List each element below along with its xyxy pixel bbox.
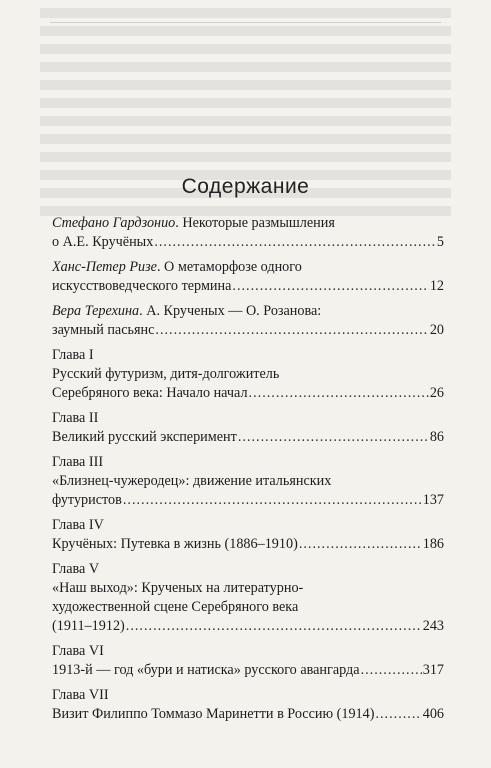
dot-leader <box>361 661 422 680</box>
entry-title: Великий русский эксперимент <box>52 429 237 445</box>
dot-leader <box>154 233 436 252</box>
toc-entry <box>52 258 444 296</box>
entry-title: художественной сцене Серебряного века <box>52 599 299 615</box>
page-title: Содержание <box>181 175 310 198</box>
toc-line <box>52 365 444 384</box>
entry-title: Серебряного века: Начало начал <box>52 385 248 401</box>
toc-entry <box>52 516 444 554</box>
page-number: 406 <box>422 706 444 722</box>
toc-line <box>52 598 444 617</box>
toc-entry <box>52 453 444 510</box>
entry-title: Русский футуризм, дитя-долгожитель <box>52 366 280 382</box>
entry-title: 1913-й — год «бури и натиска» русского авангарда <box>52 662 360 678</box>
toc-entry <box>52 214 444 252</box>
chapter-label: Глава IV <box>52 517 104 533</box>
entry-title: «Наш выход»: Крученых на литературно- <box>52 580 304 596</box>
chapter-label: Глава I <box>52 347 94 363</box>
entry-title: Кручёных: Путевка в жизнь (1886–1910) <box>52 536 298 552</box>
page-number: 243 <box>422 618 444 634</box>
toc-line <box>52 491 444 510</box>
author-name: Вера Терехина <box>52 303 140 319</box>
page-number: 12 <box>429 278 444 294</box>
toc-entry <box>52 560 444 636</box>
page-number: 317 <box>422 662 444 678</box>
chapter-label: Глава III <box>52 454 104 470</box>
chapter-label: Глава II <box>52 410 99 426</box>
toc-line <box>52 472 444 491</box>
entry-title: футуристов <box>52 492 122 508</box>
toc-line <box>52 233 444 252</box>
chapter-label: Глава VI <box>52 643 104 659</box>
page-number: 20 <box>429 322 444 338</box>
entry-title: искусствоведческого термина <box>52 278 232 294</box>
entry-title: Визит Филиппо Томмазо Маринетти в Россию (1914) <box>52 706 375 722</box>
toc-line <box>52 428 444 447</box>
toc-line: Стефано Гардзонио. Некоторые размышления <box>52 215 335 231</box>
author-name: Стефано Гардзонио <box>52 215 176 231</box>
entry-title: Некоторые размышления <box>182 215 335 231</box>
dot-leader <box>238 428 429 447</box>
author-name: Ханс-Петер Ризе <box>52 259 157 275</box>
dot-leader <box>375 705 421 724</box>
page-number: 5 <box>436 234 444 250</box>
dot-leader <box>249 384 429 403</box>
toc-line <box>52 277 444 296</box>
dot-leader <box>123 491 422 510</box>
dot-leader <box>126 617 422 636</box>
entry-title: А. Крученых — О. Розанова: <box>146 303 322 319</box>
toc-line <box>52 384 444 403</box>
dot-leader <box>299 535 422 554</box>
toc-line: Ханс-Петер Ризе. О метаморфозе одного <box>52 259 302 275</box>
page-number: 86 <box>429 429 444 445</box>
running-header <box>50 12 441 23</box>
toc-entry <box>52 686 444 724</box>
toc-entry <box>52 346 444 403</box>
toc-entry <box>52 302 444 340</box>
page-number: 186 <box>422 536 444 552</box>
toc-line <box>52 321 444 340</box>
page-number: 137 <box>422 492 444 508</box>
toc-line <box>52 705 444 724</box>
toc-line <box>52 535 444 554</box>
chapter-label: Глава VII <box>52 687 109 703</box>
toc-line <box>52 661 444 680</box>
entry-title: о А.Е. Кручёных <box>52 234 154 250</box>
toc-entry <box>52 409 444 447</box>
dot-leader <box>155 321 428 340</box>
entry-title: О метаморфозе одного <box>164 259 302 275</box>
toc-line: Вера Терехина. А. Крученых — О. Розанова: <box>52 303 322 319</box>
entry-title: «Близнец-чужеродец»: движение итальянских <box>52 473 332 489</box>
entry-title: (1911–1912) <box>52 618 125 634</box>
toc-entry <box>52 642 444 680</box>
toc-line <box>52 617 444 636</box>
toc-line <box>52 579 444 598</box>
table-of-contents <box>52 214 444 730</box>
dot-leader <box>232 277 428 296</box>
chapter-label: Глава V <box>52 561 100 577</box>
page-number: 26 <box>429 385 444 401</box>
entry-title: заумный пасьянс <box>52 322 155 338</box>
